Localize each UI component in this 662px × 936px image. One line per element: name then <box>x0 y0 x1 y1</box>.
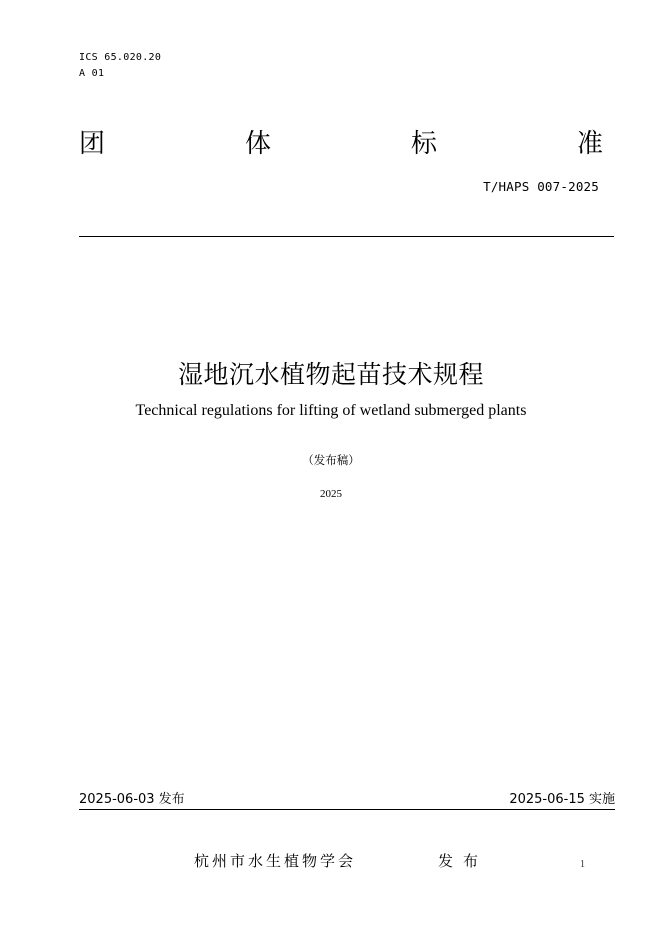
standard-type-heading <box>79 124 603 164</box>
ics-code: ICS 65.020.20 <box>79 52 162 63</box>
date-row <box>79 791 615 809</box>
standard-number: T/HAPS 007-2025 <box>483 179 599 194</box>
header-divider <box>79 236 614 237</box>
standard-type-char-2: 体 <box>244 129 271 159</box>
ccs-code: A 01 <box>79 68 105 79</box>
english-title: Technical regulations for lifting of wetland submerged plants <box>135 402 527 419</box>
draft-year: 2025 <box>320 488 342 500</box>
issuer-action: 发布 <box>438 852 489 870</box>
draft-status: （发布稿） <box>302 453 360 467</box>
standard-type-char-1: 团 <box>79 129 106 159</box>
standard-type-char-4: 准 <box>576 129 603 159</box>
chinese-title: 湿地沉水植物起苗技术规程 <box>177 360 484 389</box>
issuer-row <box>194 850 489 872</box>
implementation-date: 2025-06-15 实施 <box>509 792 615 807</box>
standard-type-char-3: 标 <box>410 129 437 159</box>
footer-divider <box>79 809 615 810</box>
issuer-name: 杭州市水生植物学会 <box>194 852 357 870</box>
publish-date: 2025-06-03 发布 <box>79 792 185 807</box>
page-number: 1 <box>580 859 585 870</box>
